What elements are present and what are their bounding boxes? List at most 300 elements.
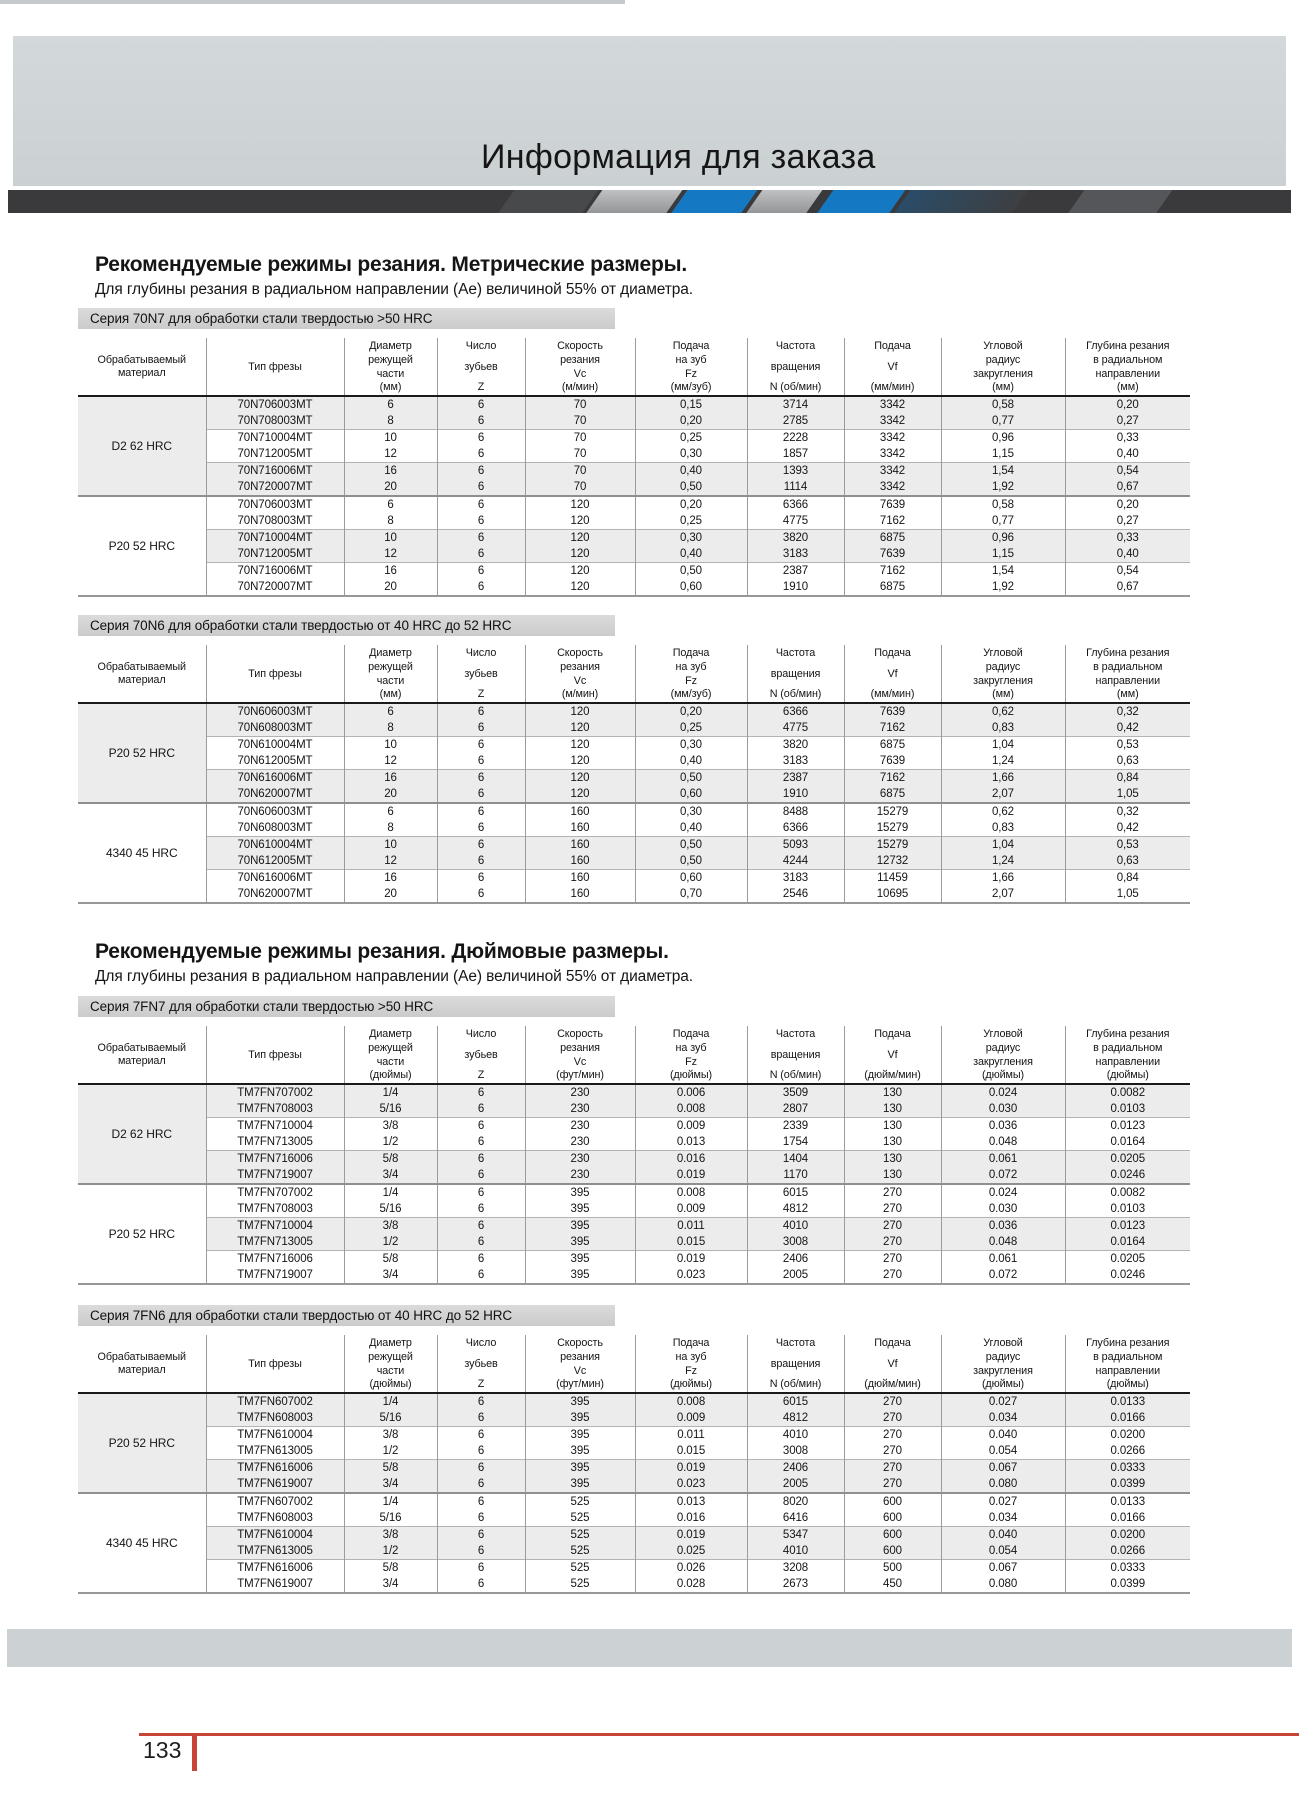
data-cell: 2807 <box>747 1101 844 1118</box>
data-cell: 3342 <box>844 479 941 496</box>
data-cell: 1,05 <box>1116 888 1139 901</box>
table-row <box>78 430 1190 447</box>
table-row <box>78 853 1190 870</box>
data-cell: 0.0333 <box>1065 1460 1190 1477</box>
data-cell: 6 <box>437 737 525 754</box>
column-header: Угловой радиус закругления (мм) <box>941 645 1065 703</box>
column-header: Глубина резания в радиальном направлении (мм) <box>1065 338 1190 396</box>
data-cell: 3/4 <box>344 1167 437 1184</box>
data-cell: 3342 <box>844 413 941 430</box>
table-row <box>78 496 1190 513</box>
data-cell: 3208 <box>747 1560 844 1577</box>
data-cell: 0,54 <box>1065 463 1190 480</box>
data-cell: 6 <box>437 1443 525 1460</box>
data-cell: 0,67 <box>1065 479 1190 496</box>
column-header: Частота вращения N (об/мин) <box>747 1026 844 1084</box>
data-cell: 0,25 <box>635 720 747 737</box>
data-cell: TM7FN619007 <box>206 1576 344 1593</box>
data-cell: 6 <box>437 870 525 887</box>
data-cell: 0,50 <box>635 479 747 496</box>
data-cell: 0.048 <box>941 1234 1065 1251</box>
data-cell: 5/8 <box>344 1560 437 1577</box>
data-cell: TM7FN708003 <box>206 1101 344 1118</box>
data-cell: 160 <box>525 886 635 903</box>
data-cell: 4812 <box>747 1410 844 1427</box>
data-cell: 0.040 <box>941 1527 1065 1544</box>
column-header: Число зубьев Z <box>437 1335 525 1393</box>
data-cell: 0,58 <box>941 396 1065 413</box>
data-cell: 0,83 <box>941 820 1065 837</box>
data-cell: 2546 <box>747 886 844 903</box>
data-cell: 230 <box>525 1151 635 1168</box>
data-cell: 16 <box>344 770 437 787</box>
table-row <box>78 1184 1190 1201</box>
data-cell: 0.030 <box>941 1101 1065 1118</box>
table-row <box>78 1510 1190 1527</box>
column-header: Скорость резания Vc (м/мин) <box>525 338 635 396</box>
table-row <box>78 579 1190 596</box>
data-cell: 0,33 <box>1065 430 1190 447</box>
data-cell: 0,20 <box>635 496 747 513</box>
data-cell: 1,24 <box>941 753 1065 770</box>
data-cell: 7639 <box>844 753 941 770</box>
data-cell: 70N706003MT <box>206 496 344 513</box>
data-cell: 395 <box>525 1410 635 1427</box>
data-cell: TM7FN707002 <box>206 1084 344 1101</box>
data-cell: 3/8 <box>344 1218 437 1235</box>
data-cell: 12732 <box>844 853 941 870</box>
data-cell: 230 <box>525 1084 635 1101</box>
data-cell: 230 <box>525 1118 635 1135</box>
header-row <box>78 338 1190 396</box>
data-cell: 6 <box>437 886 525 903</box>
data-cell: 0.008 <box>635 1184 747 1201</box>
table-row <box>78 1410 1190 1427</box>
page-banner <box>13 36 1286 186</box>
data-cell: 6 <box>437 1134 525 1151</box>
data-cell: 0,62 <box>941 703 1065 720</box>
data-cell: 70N612005MT <box>206 853 344 870</box>
data-cell: 2785 <box>747 413 844 430</box>
column-header: Обрабатываемый материал <box>78 1026 206 1084</box>
data-cell: 1404 <box>747 1151 844 1168</box>
data-cell: 0.072 <box>941 1167 1065 1184</box>
data-cell: 2228 <box>747 430 844 447</box>
footer-rule <box>139 1733 1299 1736</box>
data-cell: 500 <box>844 1560 941 1577</box>
material-cell: 4340 45 HRC <box>78 1493 206 1593</box>
data-cell: 0.009 <box>635 1201 747 1218</box>
data-cell: 0,96 <box>941 530 1065 547</box>
data-cell: 1114 <box>747 479 844 496</box>
data-cell: 2,07 <box>941 786 1065 803</box>
data-cell: 0,60 <box>635 786 747 803</box>
data-cell: 20 <box>344 786 437 803</box>
data-cell: 3820 <box>747 737 844 754</box>
data-cell: 395 <box>525 1460 635 1477</box>
data-cell: 6 <box>437 1393 525 1410</box>
data-cell: 160 <box>525 853 635 870</box>
data-cell: 0,84 <box>1065 870 1190 887</box>
data-cell: 10 <box>344 430 437 447</box>
data-cell: 6 <box>437 703 525 720</box>
data-cell: 0.080 <box>941 1476 1065 1493</box>
data-cell: 6 <box>344 803 437 820</box>
table-row <box>78 1167 1190 1184</box>
data-cell: 230 <box>525 1134 635 1151</box>
column-header: Скорость резания Vc (фут/мин) <box>525 1335 635 1393</box>
data-cell: 6 <box>437 1118 525 1135</box>
data-cell: 0.034 <box>941 1510 1065 1527</box>
table-row <box>78 720 1190 737</box>
page-title: Информация для заказа <box>481 138 876 176</box>
column-header: Диаметр режущей части (мм) <box>344 338 437 396</box>
data-cell: 0,40 <box>1065 546 1190 563</box>
data-cell: 10 <box>344 737 437 754</box>
data-cell: 270 <box>844 1184 941 1201</box>
data-cell: 6 <box>437 1510 525 1527</box>
data-cell: 130 <box>844 1101 941 1118</box>
data-cell: 120 <box>525 579 635 596</box>
data-cell: 6 <box>437 720 525 737</box>
data-cell: 0.0123 <box>1065 1118 1190 1135</box>
data-cell: 0,30 <box>635 446 747 463</box>
data-cell: 3183 <box>747 870 844 887</box>
table-row <box>78 753 1190 770</box>
data-cell: 3/8 <box>344 1427 437 1444</box>
data-cell: 450 <box>844 1576 941 1593</box>
cutting-data-table <box>78 1026 1190 1285</box>
table-row <box>78 1251 1190 1268</box>
data-cell: 5/16 <box>344 1101 437 1118</box>
data-cell: 0.016 <box>635 1151 747 1168</box>
data-cell: 270 <box>844 1393 941 1410</box>
table-row <box>78 1201 1190 1218</box>
table-series-70N7 <box>0 308 1299 597</box>
data-cell: 600 <box>844 1527 941 1544</box>
data-cell: 1/2 <box>344 1543 437 1560</box>
table-row <box>78 1576 1190 1593</box>
data-cell: 3/4 <box>344 1476 437 1493</box>
data-cell: 3183 <box>747 753 844 770</box>
table-row <box>78 1476 1190 1493</box>
table-series-7FN7 <box>0 996 1299 1285</box>
data-cell: 130 <box>844 1118 941 1135</box>
data-cell: 1/2 <box>344 1134 437 1151</box>
column-header: Угловой радиус закругления (дюймы) <box>941 1026 1065 1084</box>
data-cell: 6 <box>437 1560 525 1577</box>
table-row <box>78 837 1190 854</box>
table-row <box>78 1101 1190 1118</box>
data-cell: 0,60 <box>635 870 747 887</box>
data-cell: 70 <box>525 479 635 496</box>
data-cell: 6 <box>437 396 525 413</box>
data-cell: 0,33 <box>1065 530 1190 547</box>
data-cell: 6 <box>437 1576 525 1593</box>
data-cell: 1,15 <box>941 546 1065 563</box>
data-cell: 0,27 <box>1116 515 1139 528</box>
data-cell: TM7FN616006 <box>206 1460 344 1477</box>
data-cell: 70 <box>525 413 635 430</box>
data-cell: 120 <box>525 737 635 754</box>
column-header: Подача Vf (мм/мин) <box>844 645 941 703</box>
data-cell: 70 <box>525 463 635 480</box>
column-header: Обрабатываемый материал <box>78 1335 206 1393</box>
cutting-data-table <box>78 1335 1190 1594</box>
column-header: Подача Vf (мм/мин) <box>844 338 941 396</box>
data-cell: 6 <box>437 1184 525 1201</box>
data-cell: 6 <box>437 1101 525 1118</box>
data-cell: 70N708003MT <box>206 413 344 430</box>
data-cell: 0.040 <box>941 1427 1065 1444</box>
data-cell: 160 <box>525 837 635 854</box>
section-heading-inch: Рекомендуемые режимы резания. Дюймовые размеры. <box>95 940 669 964</box>
data-cell: 0.008 <box>635 1393 747 1410</box>
data-cell: 0.067 <box>941 1460 1065 1477</box>
data-cell: 0,40 <box>635 546 747 563</box>
data-cell: 70N620007MT <box>206 786 344 803</box>
column-header: Скорость резания Vc (м/мин) <box>525 645 635 703</box>
table-row <box>78 1527 1190 1544</box>
data-cell: 0,30 <box>635 737 747 754</box>
data-cell: 0,77 <box>941 413 1065 430</box>
data-cell: 6 <box>437 1267 525 1284</box>
column-header: Диаметр режущей части (дюймы) <box>344 1335 437 1393</box>
data-cell: 0.030 <box>941 1201 1065 1218</box>
data-cell: 0,70 <box>635 886 747 903</box>
data-cell: 20 <box>344 886 437 903</box>
data-cell: 0.027 <box>941 1493 1065 1510</box>
table-row <box>78 1427 1190 1444</box>
data-cell: 120 <box>525 770 635 787</box>
data-cell: 4775 <box>747 513 844 530</box>
data-cell: 1,92 <box>941 579 1065 596</box>
data-cell: 130 <box>844 1134 941 1151</box>
data-cell: TM7FN710004 <box>206 1118 344 1135</box>
data-cell: 5/8 <box>344 1460 437 1477</box>
data-cell: 0,42 <box>1116 822 1139 835</box>
data-cell: 0.0246 <box>1065 1167 1190 1184</box>
data-cell: TM7FN608003 <box>206 1410 344 1427</box>
data-cell: 20 <box>344 579 437 596</box>
data-cell: 0,15 <box>635 396 747 413</box>
data-cell: TM7FN716006 <box>206 1151 344 1168</box>
data-cell: 10 <box>344 530 437 547</box>
data-cell: 2406 <box>747 1251 844 1268</box>
data-cell: 0.0133 <box>1065 1393 1190 1410</box>
data-cell: 0.013 <box>635 1493 747 1510</box>
data-cell: 10 <box>344 837 437 854</box>
series-title-bar: Серия 7FN7 для обработки стали твердостью >50 HRC <box>78 996 615 1017</box>
data-cell: 120 <box>525 703 635 720</box>
data-cell: 395 <box>525 1443 635 1460</box>
data-cell: 0,42 <box>1065 720 1190 737</box>
table-row <box>78 1493 1190 1510</box>
stripe-decoration <box>744 190 824 213</box>
table-series-7FN6 <box>0 1305 1299 1594</box>
data-cell: 6 <box>437 1084 525 1101</box>
table-row <box>78 1218 1190 1235</box>
data-cell: 6 <box>437 1234 525 1251</box>
data-cell: 0.0205 <box>1065 1151 1190 1168</box>
series-title-bar: Серия 70N6 для обработки стали твердостью от 40 HRC до 52 HRC <box>78 615 615 636</box>
data-cell: 0.015 <box>635 1234 747 1251</box>
data-cell: 6 <box>437 1543 525 1560</box>
data-cell: 6 <box>437 530 525 547</box>
data-cell: 0.011 <box>635 1427 747 1444</box>
column-header: Частота вращения N (об/мин) <box>747 338 844 396</box>
data-cell: 0.0166 <box>1110 1512 1146 1525</box>
data-cell: 6 <box>437 463 525 480</box>
data-cell: 0.080 <box>941 1576 1065 1593</box>
header-row <box>78 1026 1190 1084</box>
data-cell: 0.0399 <box>1110 1578 1146 1591</box>
data-cell: 6 <box>437 496 525 513</box>
data-cell: 600 <box>844 1493 941 1510</box>
data-cell: 3008 <box>747 1234 844 1251</box>
data-cell: 3008 <box>747 1443 844 1460</box>
data-cell: 0.034 <box>941 1410 1065 1427</box>
data-cell: 0.0082 <box>1065 1084 1190 1101</box>
data-cell: 6 <box>437 753 525 770</box>
data-cell: 0,40 <box>635 753 747 770</box>
data-cell: 525 <box>525 1510 635 1527</box>
data-cell: 70N710004MT <box>206 530 344 547</box>
data-cell: 0.019 <box>635 1527 747 1544</box>
data-cell: 0.061 <box>941 1151 1065 1168</box>
data-cell: 5093 <box>747 837 844 854</box>
data-cell: 0.0200 <box>1065 1427 1190 1444</box>
column-header: Число зубьев Z <box>437 1026 525 1084</box>
data-cell: 270 <box>844 1460 941 1477</box>
data-cell: 6416 <box>747 1510 844 1527</box>
data-cell: 1,66 <box>941 770 1065 787</box>
data-cell: 0.023 <box>635 1267 747 1284</box>
data-cell: 270 <box>844 1476 941 1493</box>
data-cell: 70N612005MT <box>206 753 344 770</box>
data-cell: 8 <box>344 820 437 837</box>
data-cell: 6 <box>437 563 525 580</box>
data-cell: 0,50 <box>635 853 747 870</box>
data-cell: 0.0200 <box>1065 1527 1190 1544</box>
data-cell: TM7FN608003 <box>206 1510 344 1527</box>
data-cell: 15279 <box>844 837 941 854</box>
data-cell: 70N720007MT <box>206 479 344 496</box>
data-cell: 6015 <box>747 1184 844 1201</box>
data-cell: 525 <box>525 1576 635 1593</box>
data-cell: 270 <box>844 1234 941 1251</box>
data-cell: 70 <box>525 396 635 413</box>
data-cell: 0,53 <box>1065 737 1190 754</box>
column-header: Подача Vf (дюйм/мин) <box>844 1335 941 1393</box>
data-cell: 3342 <box>844 430 941 447</box>
data-cell: 6 <box>437 479 525 496</box>
data-cell: 70N710004MT <box>206 430 344 447</box>
data-cell: TM7FN713005 <box>206 1234 344 1251</box>
column-header: Угловой радиус закругления (мм) <box>941 338 1065 396</box>
column-header: Подача на зуб Fz (мм/зуб) <box>635 645 747 703</box>
table-row <box>78 513 1190 530</box>
data-cell: 0,32 <box>1065 803 1190 820</box>
table-row <box>78 530 1190 547</box>
data-cell: 15279 <box>844 820 941 837</box>
data-cell: 1910 <box>747 786 844 803</box>
data-cell: 0.0164 <box>1065 1234 1190 1251</box>
page-content <box>0 213 1299 1594</box>
data-cell: 6366 <box>747 820 844 837</box>
table-row <box>78 1267 1190 1284</box>
footer-rule-vertical <box>192 1733 197 1771</box>
data-cell: 16 <box>344 463 437 480</box>
data-cell: 395 <box>525 1234 635 1251</box>
data-cell: 270 <box>844 1251 941 1268</box>
data-cell: 7162 <box>844 770 941 787</box>
data-cell: 395 <box>525 1201 635 1218</box>
data-cell: 270 <box>844 1267 941 1284</box>
data-cell: 0.006 <box>635 1084 747 1101</box>
table-row <box>78 770 1190 787</box>
data-cell: 0.027 <box>941 1393 1065 1410</box>
data-cell: 600 <box>844 1510 941 1527</box>
data-cell: 8 <box>344 413 437 430</box>
data-cell: 2387 <box>747 770 844 787</box>
column-header: Глубина резания в радиальном направлении (дюймы) <box>1065 1026 1190 1084</box>
data-cell: 5/8 <box>344 1151 437 1168</box>
column-header: Частота вращения N (об/мин) <box>747 1335 844 1393</box>
data-cell: 0.009 <box>635 1118 747 1135</box>
data-cell: 12 <box>344 446 437 463</box>
column-header: Угловой радиус закругления (дюймы) <box>941 1335 1065 1393</box>
table-row <box>78 786 1190 803</box>
data-cell: 6 <box>437 853 525 870</box>
data-cell: 6 <box>344 396 437 413</box>
data-cell: 0,20 <box>1065 496 1190 513</box>
data-cell: 0,67 <box>1116 581 1139 594</box>
table-row <box>78 703 1190 720</box>
data-cell: 2339 <box>747 1118 844 1135</box>
table-row <box>78 1118 1190 1135</box>
data-cell: 0,50 <box>635 563 747 580</box>
data-cell: 70N720007MT <box>206 579 344 596</box>
data-cell: 7162 <box>844 720 941 737</box>
table-row <box>78 1393 1190 1410</box>
data-cell: 120 <box>525 786 635 803</box>
data-cell: 0,63 <box>1065 853 1190 870</box>
data-cell: 120 <box>525 753 635 770</box>
data-cell: 70N606003MT <box>206 703 344 720</box>
data-cell: 1,24 <box>941 853 1065 870</box>
data-cell: 525 <box>525 1493 635 1510</box>
table-row <box>78 886 1190 903</box>
data-cell: 0.0103 <box>1110 1203 1146 1216</box>
data-cell: 0.0133 <box>1065 1493 1190 1510</box>
data-cell: 270 <box>844 1218 941 1235</box>
data-cell: 0.019 <box>635 1460 747 1477</box>
data-cell: 1,04 <box>941 737 1065 754</box>
data-cell: 0.008 <box>635 1101 747 1118</box>
data-cell: 0.054 <box>941 1443 1065 1460</box>
data-cell: 0.026 <box>635 1560 747 1577</box>
data-cell: 130 <box>844 1167 941 1184</box>
data-cell: 0.025 <box>635 1543 747 1560</box>
data-cell: 120 <box>525 513 635 530</box>
table-row <box>78 479 1190 496</box>
table-row <box>78 737 1190 754</box>
data-cell: 0,63 <box>1116 755 1139 768</box>
data-cell: 0,83 <box>941 720 1065 737</box>
column-header: Тип фрезы <box>206 338 344 396</box>
data-cell: 1393 <box>747 463 844 480</box>
